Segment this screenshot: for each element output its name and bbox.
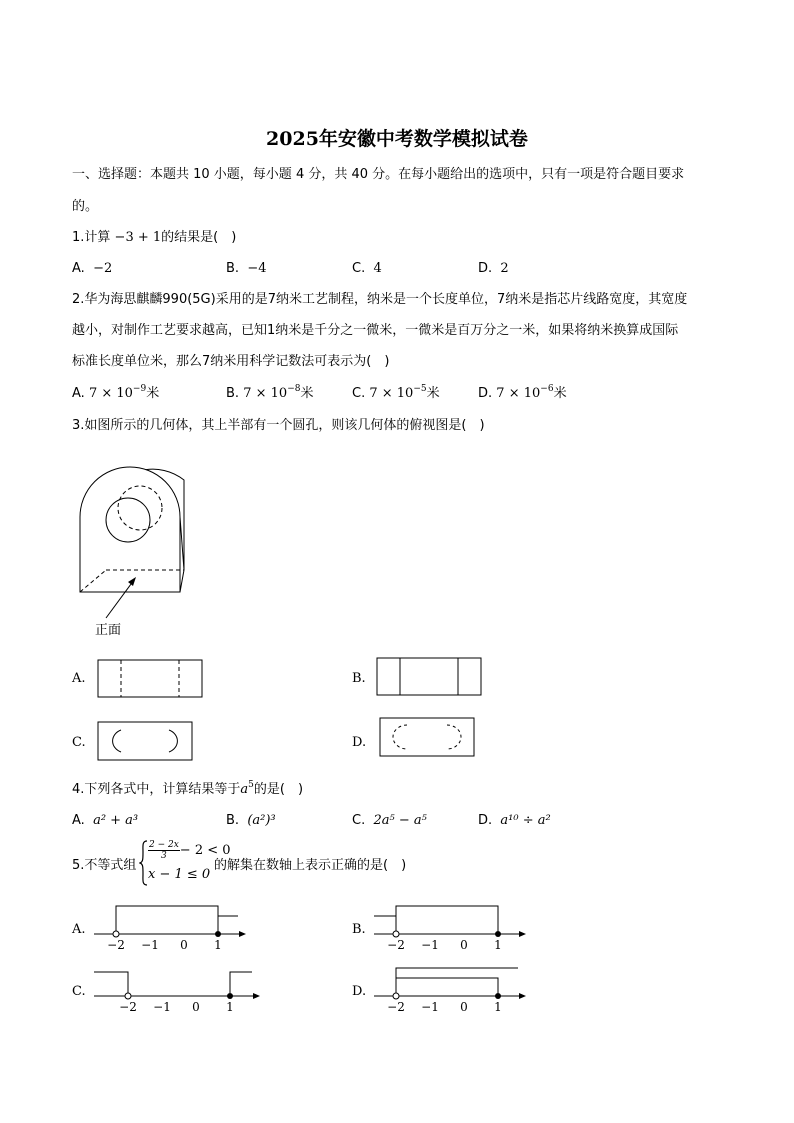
tick-label: 0 [460,1000,468,1014]
section-intro-line2: 的。 [72,199,99,214]
tick-label: 1 [214,938,222,952]
closed-point [215,931,221,937]
solid-front-face [80,467,180,592]
q1-option-d[interactable]: D. 2 [478,261,509,276]
open-point [393,993,399,999]
q1-stem [72,229,236,247]
q3-stem: 3.如图所示的几何体，其上半部有一个圆孔，则该几何体的俯视图是( ) [72,418,485,433]
page-title: 2025年安徽中考数学模拟试卷 [266,128,528,150]
closed-point [495,931,501,937]
tick-label: −1 [141,938,159,952]
q1-expr: −3 + 1 [114,230,162,245]
tick-label: −1 [153,1000,171,1014]
q5-option-a-label[interactable]: A. [72,922,86,937]
q4-option-c[interactable]: C. 2a⁵ − a⁵ [352,813,427,828]
q2-stem-line3: 标准长度单位米，那么7纳米用科学记数法可表示为( ) [72,354,390,369]
tick-label: 0 [192,1000,200,1014]
q4-stem: 4.下列各式中，计算结果等于$a^5$的是( ) [72,780,304,797]
q3-solid-figure [70,442,200,642]
axis-arrow [519,993,526,999]
solution-ray [218,916,238,931]
tick-label: −1 [421,938,439,952]
axis-arrow [253,993,260,999]
tick-label: 1 [494,1000,502,1014]
tick-label: 1 [494,938,502,952]
q4-option-b[interactable]: B. (a²)³ [226,813,276,828]
solution-ray [94,972,128,993]
q3-option-d-label[interactable]: D. [352,735,367,750]
solution-ray [374,916,396,931]
axis-arrow [239,931,246,937]
solid-side-edge [180,517,184,570]
q4-option-d[interactable]: D. a¹⁰ ÷ a² [478,813,551,828]
closed-point [495,993,501,999]
tick-label: 1 [226,1000,234,1014]
tick-label: −1 [421,1000,439,1014]
tick-label: −2 [387,1000,405,1014]
q2-stem-line1: 2.华为海思麒麟990(5G)采用的是7纳米工艺制程，纳米是一个长度单位，7纳米是指芯片线路宽度，其宽度 [72,292,688,307]
q5-option-d-numberline[interactable] [370,962,540,1014]
q3-option-a-figure[interactable] [97,659,205,699]
q2-option-b[interactable]: B. $7 \times 10^{-8}$米 [226,384,314,401]
axis-arrow [519,931,526,937]
solution-ray [396,978,498,993]
q3-option-c-figure[interactable] [97,721,195,763]
solution-ray [396,906,498,931]
q5-option-d-label[interactable]: D. [352,984,367,999]
q5-option-b-label[interactable]: B. [352,922,366,937]
closed-point [227,993,233,999]
q3-option-d-figure[interactable] [379,717,477,759]
q2-option-d[interactable]: D. $7 \times 10^{-6}$米 [478,384,567,401]
solution-ray [396,968,518,993]
q5-ineq2: x − 1 ≤ 0 [148,867,211,882]
solution-ray [230,972,252,993]
solid-right-base-edge [180,570,184,592]
open-point [393,931,399,937]
q3-front-label: 正面 [95,623,122,638]
q5-ineq1: $\frac{2 - 2x}{3}$ − 2 < 0 [149,840,231,861]
q3-option-b-figure[interactable] [376,657,484,697]
q3-option-c-label[interactable]: C. [72,735,86,750]
q2-option-a[interactable]: A. $7 \times 10^{-9}$米 [72,384,160,401]
solution-ray [116,906,218,931]
q4-option-a[interactable]: A. a² + a³ [72,813,139,828]
tick-label: −2 [107,938,125,952]
tick-label: −2 [387,938,405,952]
q1-stem-suffix: 的结果是( ) [161,230,237,245]
tick-label: 0 [180,938,188,952]
q5-option-c-label[interactable]: C. [72,984,86,999]
q5-stem-prefix: 5.不等式组 [72,858,137,873]
q5-option-c-numberline[interactable] [90,962,270,1014]
q1-option-b[interactable]: B. −4 [226,261,267,276]
q1-stem-prefix: 1.计算 [72,230,115,245]
q5-fraction: $\frac{2 - 2x}{3}$ [149,840,179,861]
q2-option-c[interactable]: C. $7 \times 10^{-5}$米 [352,384,440,401]
open-point [125,993,131,999]
q3-option-a-label[interactable]: A. [72,671,86,686]
tick-label: −2 [119,1000,137,1014]
q5-option-a-numberline[interactable] [90,900,260,952]
q2-stem-line2: 越小，对制作工艺要求越高，已知1纳米是千分之一微米，一微米是百万分之一米，如果将纳米换算成国际 [72,323,679,338]
section-intro-line1: 一、选择题：本题共 10 小题，每小题 4 分，共 40 分。在每小题给出的选项中，只有一项是符合题目要求 [72,167,685,182]
q1-option-c[interactable]: C. 4 [352,261,382,276]
q5-option-b-numberline[interactable] [370,900,540,952]
q3-option-b-label[interactable]: B. [352,671,366,686]
q5-stem-suffix: 的解集在数轴上表示正确的是( ) [214,858,407,873]
q1-option-a[interactable]: A. −2 [72,261,113,276]
tick-label: 0 [460,938,468,952]
open-point [113,931,119,937]
